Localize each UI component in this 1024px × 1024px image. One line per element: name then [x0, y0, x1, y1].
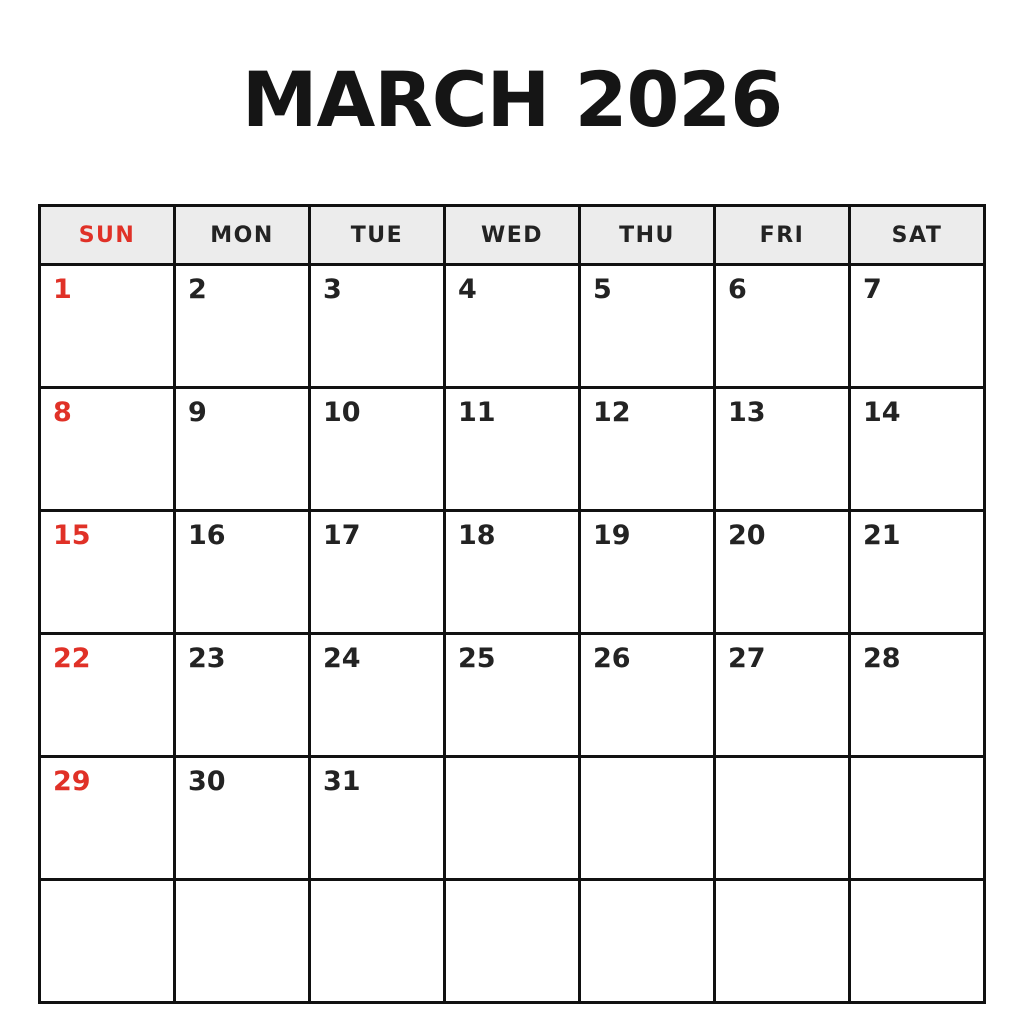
day-number: 18	[458, 520, 496, 551]
weekday-header-wed: WED	[446, 207, 581, 263]
calendar-day-cell-empty[interactable]	[581, 881, 716, 1001]
day-number: 12	[593, 397, 631, 428]
day-number: 4	[458, 274, 477, 305]
calendar-day-cell[interactable]	[446, 389, 581, 509]
day-number: 20	[728, 520, 766, 551]
calendar-day-cell[interactable]	[446, 635, 581, 755]
day-number: 16	[188, 520, 226, 551]
day-number: 31	[323, 766, 361, 797]
calendar-week-row	[41, 266, 983, 389]
calendar-day-cell[interactable]	[851, 389, 983, 509]
day-number: 24	[323, 643, 361, 674]
calendar-day-cell[interactable]	[41, 389, 176, 509]
calendar-week-row	[41, 389, 983, 512]
day-number: 22	[53, 643, 91, 674]
calendar-day-cell-empty[interactable]	[716, 758, 851, 878]
day-number: 13	[728, 397, 766, 428]
calendar-week-row	[41, 512, 983, 635]
calendar-day-cell[interactable]	[581, 512, 716, 632]
day-number: 5	[593, 274, 612, 305]
day-number: 28	[863, 643, 901, 674]
calendar-day-cell[interactable]	[311, 512, 446, 632]
weekday-header-mon: MON	[176, 207, 311, 263]
day-number: 1	[53, 274, 72, 305]
weekday-header-row	[41, 207, 983, 266]
calendar-day-cell[interactable]	[41, 266, 176, 386]
calendar-day-cell[interactable]	[311, 635, 446, 755]
day-number: 17	[323, 520, 361, 551]
calendar-week-row	[41, 881, 983, 1001]
calendar-day-cell[interactable]	[176, 512, 311, 632]
calendar-day-cell-empty[interactable]	[581, 758, 716, 878]
day-number: 30	[188, 766, 226, 797]
day-number: 9	[188, 397, 207, 428]
calendar-day-cell-empty[interactable]	[311, 881, 446, 1001]
weekday-header-tue: TUE	[311, 207, 446, 263]
day-number: 21	[863, 520, 901, 551]
calendar-grid	[38, 204, 986, 1004]
calendar-day-cell-empty[interactable]	[851, 758, 983, 878]
day-number: 10	[323, 397, 361, 428]
calendar-day-cell[interactable]	[581, 266, 716, 386]
calendar-day-cell[interactable]	[716, 266, 851, 386]
calendar-day-cell-empty[interactable]	[851, 881, 983, 1001]
calendar-week-row	[41, 758, 983, 881]
calendar-day-cell[interactable]	[716, 512, 851, 632]
calendar-day-cell[interactable]	[176, 389, 311, 509]
calendar-day-cell-empty[interactable]	[716, 881, 851, 1001]
calendar-day-cell-empty[interactable]	[446, 881, 581, 1001]
calendar-day-cell-empty[interactable]	[41, 881, 176, 1001]
calendar-day-cell-empty[interactable]	[176, 881, 311, 1001]
day-number: 14	[863, 397, 901, 428]
day-number: 15	[53, 520, 91, 551]
weekday-header-fri: FRI	[716, 207, 851, 263]
day-number: 8	[53, 397, 72, 428]
calendar-day-cell-empty[interactable]	[446, 758, 581, 878]
weekday-header-sat: SAT	[891, 222, 943, 248]
calendar-day-cell[interactable]	[851, 512, 983, 632]
day-number: 27	[728, 643, 766, 674]
day-number: 25	[458, 643, 496, 674]
calendar-day-cell[interactable]	[581, 635, 716, 755]
calendar-day-cell[interactable]	[851, 266, 983, 386]
calendar-week-row	[41, 635, 983, 758]
calendar-day-cell[interactable]	[851, 635, 983, 755]
calendar-day-cell[interactable]	[41, 758, 176, 878]
day-number: 26	[593, 643, 631, 674]
weekday-header-sun: SUN	[41, 207, 176, 263]
day-number: 3	[323, 274, 342, 305]
day-number: 29	[53, 766, 91, 797]
page-title: MARCH 2026	[241, 55, 783, 144]
calendar-day-cell[interactable]	[41, 512, 176, 632]
calendar-day-cell[interactable]	[41, 635, 176, 755]
day-number: 23	[188, 643, 226, 674]
calendar-day-cell[interactable]	[176, 758, 311, 878]
day-number: 7	[863, 274, 882, 305]
day-number: 2	[188, 274, 207, 305]
calendar-day-cell[interactable]	[716, 635, 851, 755]
calendar-day-cell[interactable]	[176, 266, 311, 386]
day-number: 11	[458, 397, 496, 428]
calendar-day-cell[interactable]	[311, 266, 446, 386]
calendar-day-cell[interactable]	[716, 389, 851, 509]
day-number: 19	[593, 520, 631, 551]
calendar-day-cell[interactable]	[581, 389, 716, 509]
weekday-header-thu: THU	[581, 207, 716, 263]
calendar-day-cell[interactable]	[446, 266, 581, 386]
calendar-day-cell[interactable]	[176, 635, 311, 755]
calendar-day-cell[interactable]	[446, 512, 581, 632]
day-number: 6	[728, 274, 747, 305]
calendar-day-cell[interactable]	[311, 758, 446, 878]
calendar-day-cell[interactable]	[311, 389, 446, 509]
